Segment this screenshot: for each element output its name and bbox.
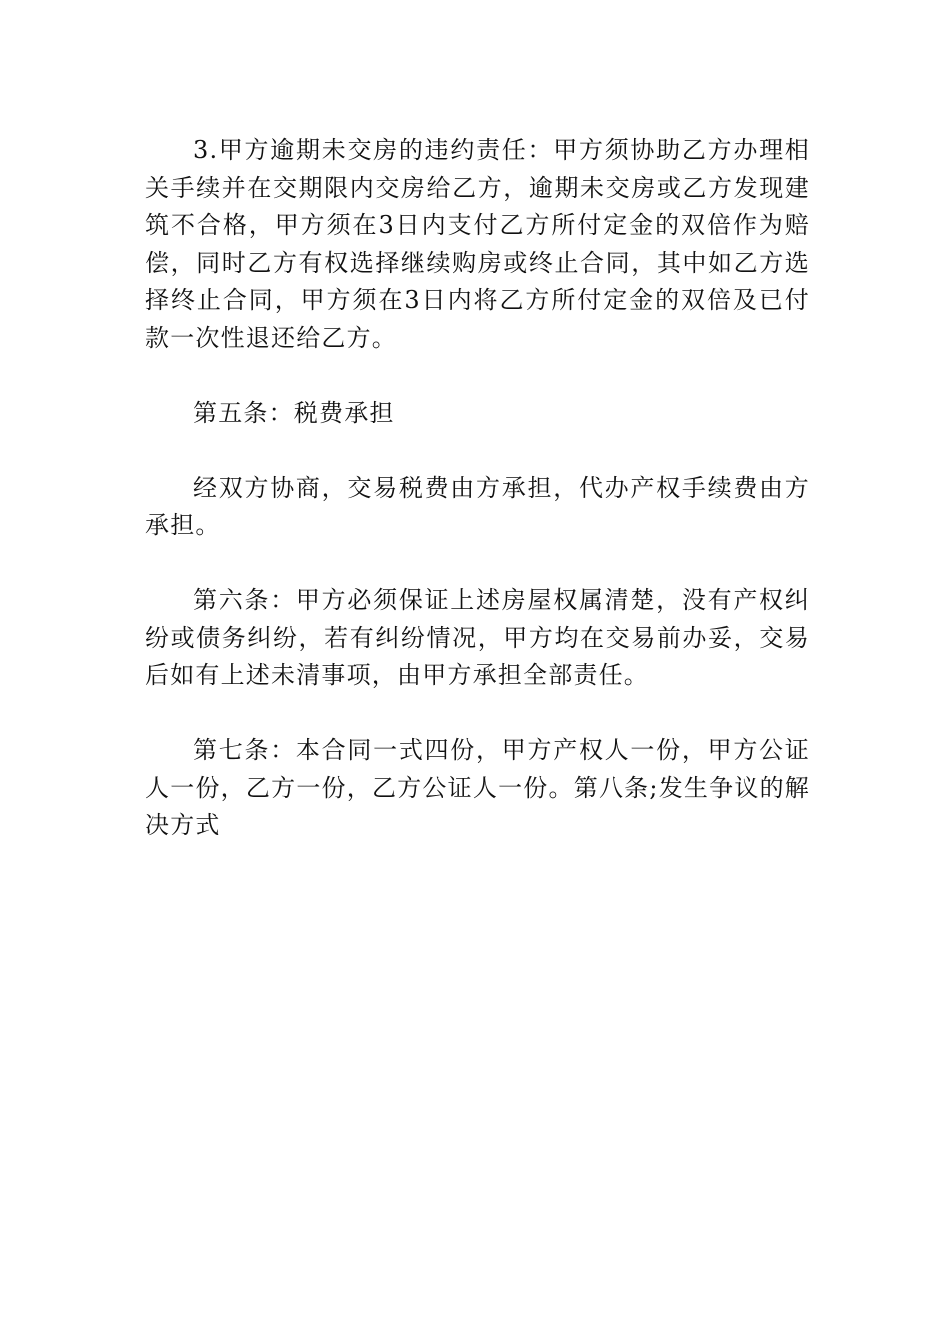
article-6-paragraph: 第六条：甲方必须保证上述房屋权属清楚，没有产权纠纷或债务纠纷，若有纠纷情况，甲方均在交易前办妥，交易后如有上述未清事项，由甲方承担全部责任。: [145, 586, 810, 689]
paragraph-delivery-breach: 3.甲方逾期未交房的违约责任：甲方须协助乙方办理相关手续并在交期限内交房给乙方，逾期未交房或乙方发现建筑不合格，甲方须在3日内支付乙方所付定金的双倍作为赔偿，同时乙方有权选择继续购房或终止合同，其中如乙方选择终止合同，甲方须在3日内将乙方所付定金的双倍及已付款一次性退还给乙方。: [145, 136, 810, 352]
article-7-paragraph: 第七条：本合同一式四份，甲方产权人一份，甲方公证人一份，乙方一份，乙方公证人一份。第八条;发生争议的解决方式: [145, 736, 810, 839]
document-page: [145, 132, 810, 845]
paragraph-tax-burden: 经双方协商，交易税费由方承担，代办产权手续费由方承担。: [145, 473, 810, 539]
article-5-heading: 第五条：税费承担: [193, 398, 395, 427]
